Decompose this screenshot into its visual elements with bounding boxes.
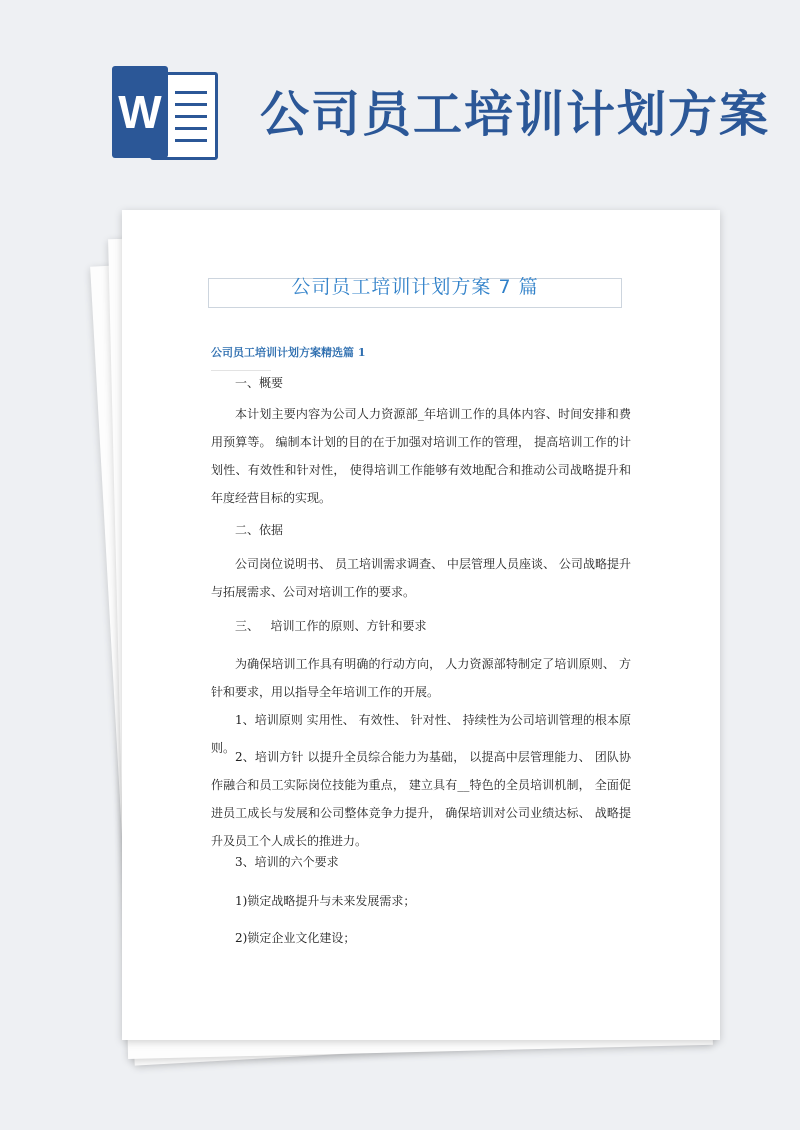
page-heading: 公司员工培训计划方案 <box>260 86 771 143</box>
paragraph-principles: 为确保培训工作具有明确的行动方向， 人力资源部特制定了培训原则、 方针和要求，用以指导全年培训工作的开展。 <box>211 657 631 699</box>
list-item: 1)锁定战略提升与未来发展需求； <box>235 894 416 908</box>
paragraph-training-principle: 1、培训原则 实用性、 有效性、 针对性、 持续性为公司培训管理的根本原则。 <box>211 713 631 755</box>
paragraph-training-policy: 2、培训方针 以提升全员综合能力为基础， 以提高中层管理能力、 团队协作融合和员工实际岗位技能为重点， 建立具有__特色的全员培训机制， 全面促进员工成长与发展和公司整体竞争力提升， 确保培训对公司业绩达标、 战略提升及员工个人成长的推进力。 <box>211 750 631 848</box>
heading-overview: 一、概要 <box>235 376 284 390</box>
word-document-icon <box>112 66 216 158</box>
heading-basis: 二、依据 <box>235 523 284 537</box>
heading-principles: 三、 培训工作的原则、方针和要求 <box>235 619 427 633</box>
list-item: 2)锁定企业文化建设； <box>235 931 356 945</box>
paragraph-basis: 公司岗位说明书、 员工培训需求调查、 中层管理人员座谈、 公司战略提升与拓展需求、公司对培训工作的要求。 <box>211 557 631 599</box>
section-heading: 公司员工培训计划方案精选篇 1 <box>211 346 366 359</box>
paragraph-overview: 本计划主要内容为公司人力资源部_年培训工作的具体内容、时间安排和费用预算等。 编制本计划的目的在于加强对培训工作的管理， 提高培训工作的计划性、有效性和针对性， 使得培训工作能够有效地配合和推动公司战略提升和年度经营目标的实现。 <box>211 407 631 505</box>
document-page <box>122 210 720 1040</box>
heading-six-requirements: 3、培训的六个要求 <box>235 855 339 869</box>
word-letter-badge: W <box>112 66 168 158</box>
divider <box>211 370 271 371</box>
document-title: 公司员工培训计划方案 7 篇 <box>291 276 539 298</box>
